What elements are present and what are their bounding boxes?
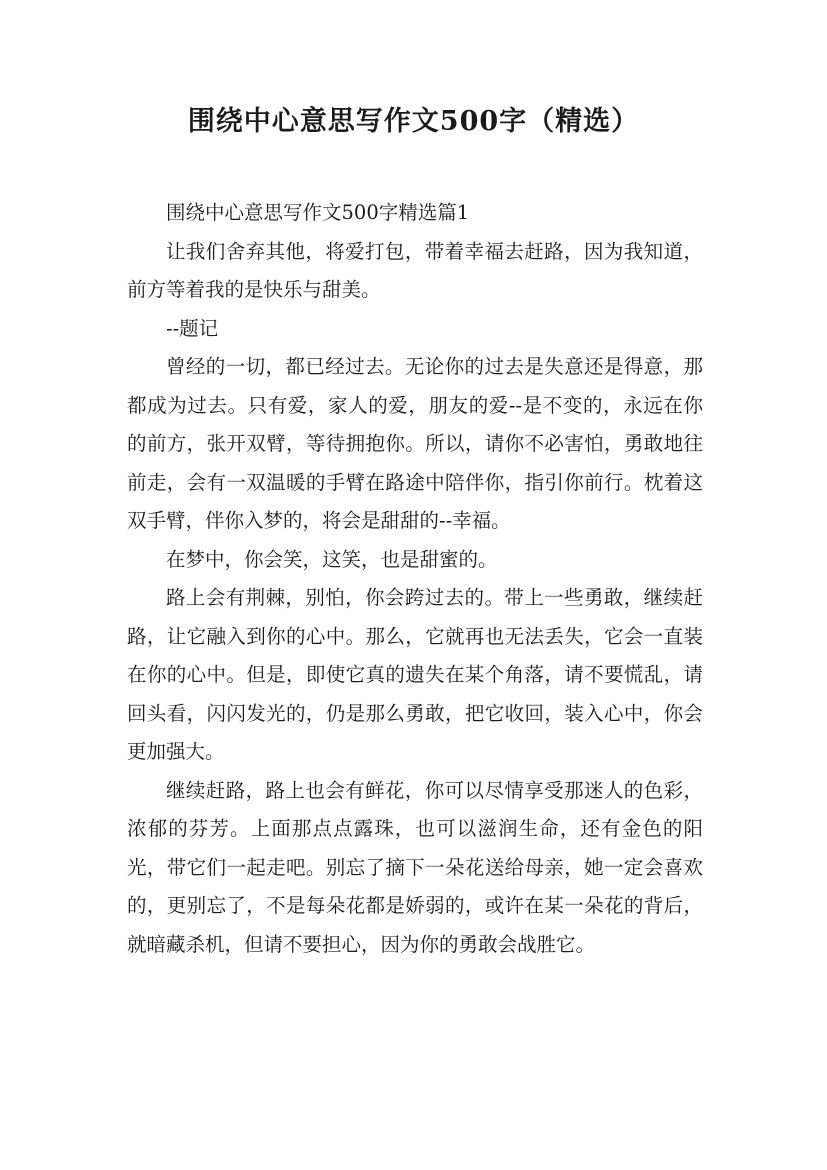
paragraph: 路上会有荆棘，别怕，你会跨过去的。带上一些勇敢，继续赶路，让它融入到你的心中。那么，它就再也无法丢失，它会一直装在你的心中。但是，即使它真的遗失在某个角落，请不要慌乱，请回头看，闪闪发光的，仍是那么勇敢，把它收回，装入心中，你会更加强大。 — [127, 586, 703, 763]
document-body — [127, 194, 703, 964]
paragraph: 让我们舍弃其他，将爱打包，带着幸福去赶路，因为我知道，前方等着我的是快乐与甜美。 — [127, 239, 703, 301]
document-title: 围绕中心意思写作文500字（精选） — [187, 106, 640, 137]
section-heading: 围绕中心意思写作文500字精选篇1 — [166, 201, 470, 224]
paragraph: 在梦中，你会笑，这笑，也是甜蜜的。 — [166, 547, 498, 571]
paragraph: 继续赶路，路上也会有鲜花，你可以尽情享受那迷人的色彩，浓郁的芬芳。上面那点点露珠，也可以滋润生命，还有金色的阳光，带它们一起走吧。别忘了摘下一朵花送给母亲，她一定会喜欢的，更别忘了，不是每朵花都是娇弱的，或许在某一朵花的背后，就暗藏杀机，但请不要担心，因为你的勇敢会战胜它。 — [127, 778, 703, 956]
paragraph: 曾经的一切，都已经过去。无论你的过去是失意还是得意，那都成为过去。只有爱，家人的爱，朋友的爱--是不变的，永远在你的前方，张开双臂，等待拥抱你。所以，请你不必害怕，勇敢地往前走，会有一双温暖的手臂在路途中陪伴你，指引你前行。枕着这双手臂，伴你入梦的，将会是甜甜的--幸福。 — [127, 355, 703, 532]
epigraph-label: --题记 — [166, 316, 219, 340]
